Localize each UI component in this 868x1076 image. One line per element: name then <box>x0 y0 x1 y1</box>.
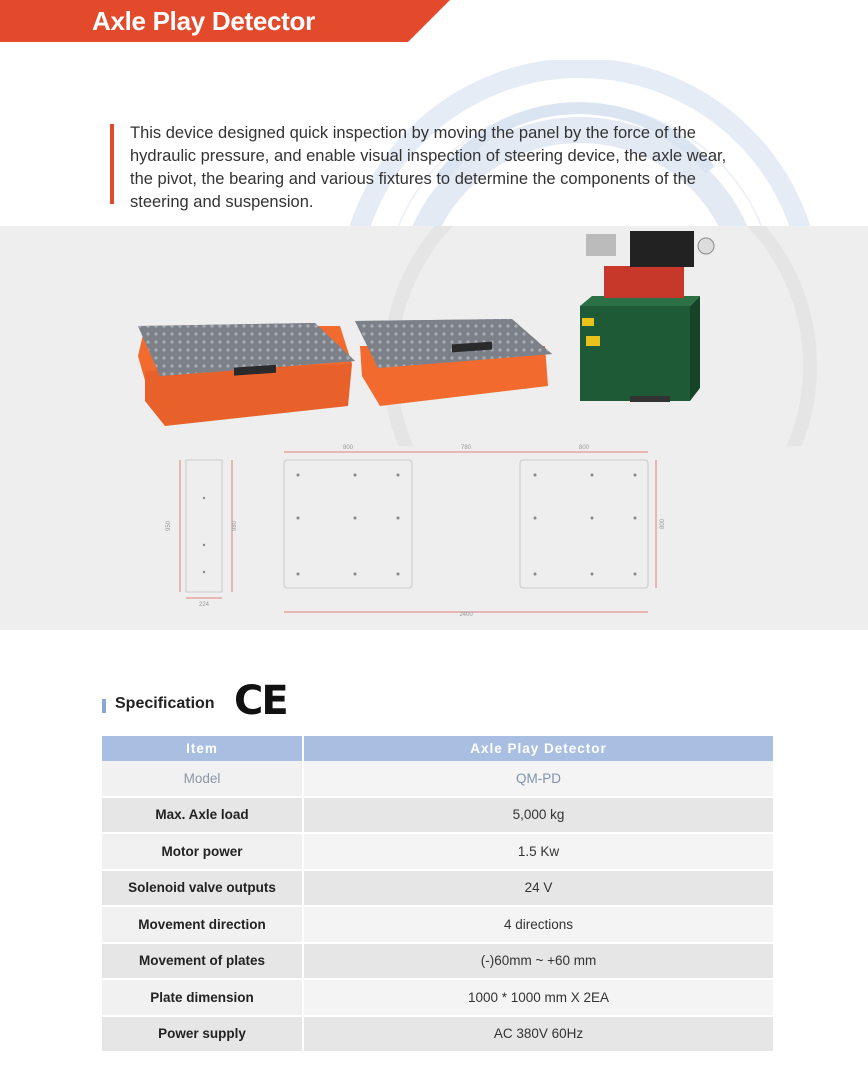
row-item: Plate dimension <box>102 979 303 1016</box>
row-value: AC 380V 60Hz <box>303 1016 773 1053</box>
header-product: Axle Play Detector <box>303 736 773 761</box>
row-item: Motor power <box>102 833 303 870</box>
table-row <box>102 870 773 907</box>
row-value: QM-PD <box>303 761 773 797</box>
plate-unit-left-image <box>138 323 355 426</box>
table-row <box>102 979 773 1016</box>
row-value: 1.5 Kw <box>303 833 773 870</box>
dim-plate-left: 800 <box>342 445 354 451</box>
row-item: Max. Axle load <box>102 797 303 834</box>
dim-plate-height: 800 <box>660 518 666 530</box>
page-title: Axle Play Detector <box>92 6 315 36</box>
ce-certification-mark: CE <box>234 678 287 724</box>
table-row <box>102 833 773 870</box>
row-item: Solenoid valve outputs <box>102 870 303 907</box>
row-item: Power supply <box>102 1016 303 1053</box>
intro-description: This device designed quick inspection by moving the panel by the force of the hydraulic pressure, and enable visual inspection of steering device, the axle wear, the pivot, the bearing and various fixtures to determine the components of the steering and suspension. <box>130 124 727 211</box>
title-banner <box>0 0 450 42</box>
row-item: Model <box>102 761 303 797</box>
table-row <box>102 943 773 980</box>
spec-heading-marker <box>102 699 106 713</box>
row-value: (-)60mm ~ +60 mm <box>303 943 773 980</box>
table-header-row <box>102 736 773 761</box>
specification-table <box>102 736 773 1053</box>
dim-total: 2400 <box>459 612 473 618</box>
row-value: 24 V <box>303 870 773 907</box>
row-item: Movement of plates <box>102 943 303 980</box>
dim-side-width: 224 <box>198 602 210 608</box>
table-row <box>102 797 773 834</box>
row-value: 5,000 kg <box>303 797 773 834</box>
row-value: 1000 * 1000 mm X 2EA <box>303 979 773 1016</box>
spec-heading-text: Specification <box>115 695 215 712</box>
product-photos <box>0 226 868 446</box>
dim-side-height-left: 950 <box>166 520 172 532</box>
dim-gap: 780 <box>460 445 472 451</box>
dim-side-height-right: 980 <box>232 520 238 532</box>
hydraulic-power-unit-image <box>580 231 714 402</box>
dim-plate-right: 800 <box>578 445 590 451</box>
table-row <box>102 761 773 797</box>
header-item: Item <box>102 736 303 761</box>
table-row <box>102 906 773 943</box>
row-value: 4 directions <box>303 906 773 943</box>
plate-unit-right-image <box>355 319 552 406</box>
row-item: Movement direction <box>102 906 303 943</box>
intro-accent-bar <box>110 124 114 204</box>
table-row <box>102 1016 773 1053</box>
